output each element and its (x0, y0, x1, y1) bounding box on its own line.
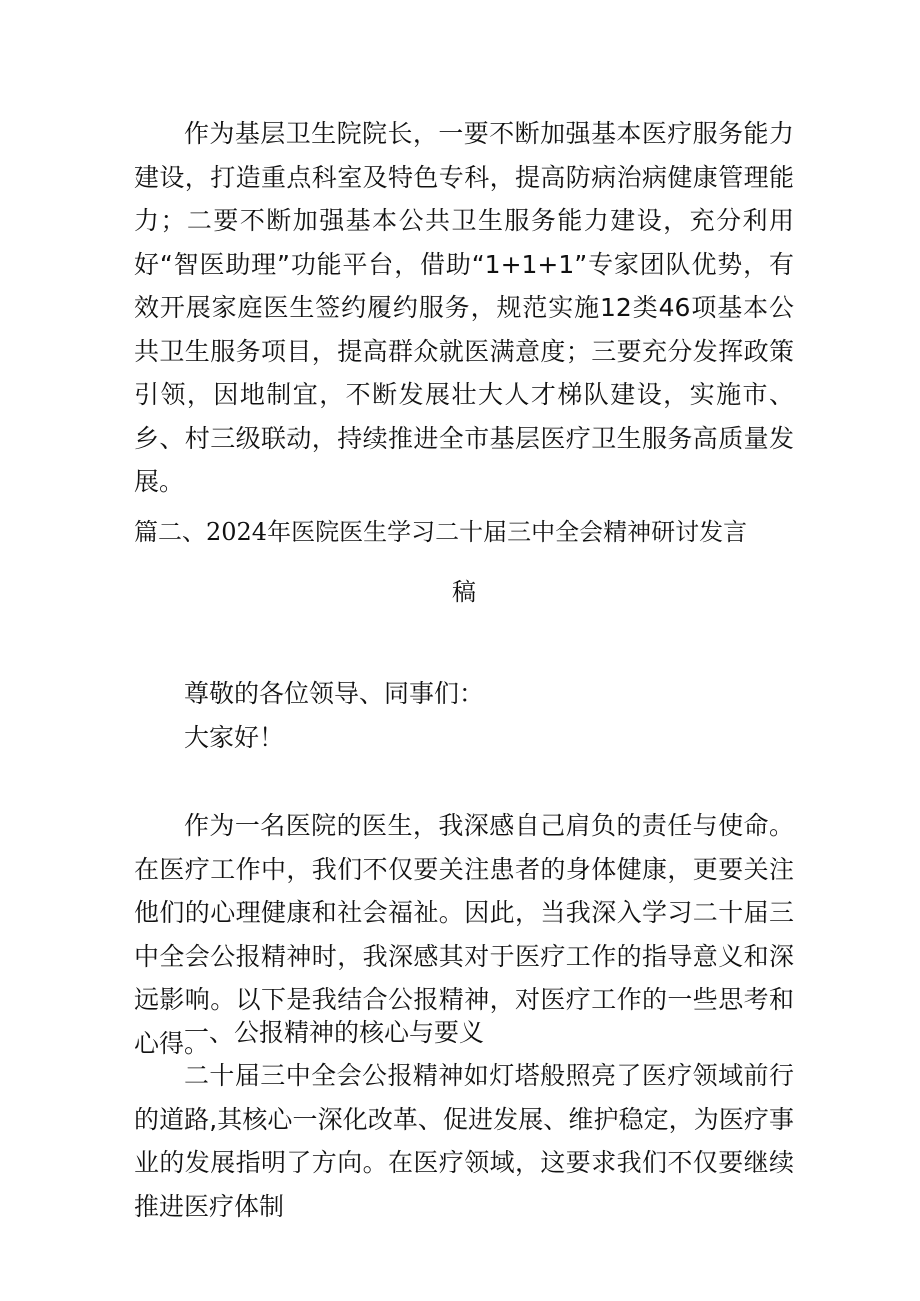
section-heading-continuation: 稿 (452, 578, 476, 606)
paragraph-communique-core: 二十届三中全会公报精神如灯塔般照亮了医疗领域前行的道路,其核心一深化改革、促进发展、维护稳定，为医疗事业的发展指明了方向。在医疗领域，这要求我们不仅要继续推进医疗体制 (134, 1061, 794, 1221)
section-heading: 篇二、2024年医院医生学习二十届三中全会精神研讨发言 (134, 518, 748, 546)
greeting: 大家好！ (184, 723, 285, 752)
salutation: 尊敬的各位领导、同事们： (184, 679, 485, 708)
paragraph-health-center-director: 作为基层卫生院院长，一要不断加强基本医疗服务能力建设，打造重点科室及特色专科，提高防病治病健康管理能力；二要不断加强基本公共卫生服务能力建设，充分利用好“智医助理”功能平台，借助“1+1+1”专家团队优势，有效开展家庭医生签约履约服务，规范实施12类46项基本公共卫生服务项目，提高群众就医满意度；三要充分发挥政策引领，因地制宜，不断发展壮大人才梯队建设，实施市、乡、村三级联动，持续推进全市基层医疗卫生服务高质量发展。 (134, 119, 794, 496)
paragraph-doctor-responsibility: 作为一名医院的医生，我深感自己肩负的责任与使命。在医疗工作中，我们不仅要关注患者的身体健康，更要关注他们的心理健康和社会福祉。因此，当我深入学习二十届三中全会公报精神时，我深感其对于医疗工作的指导意义和深远影响。以下是我结合公报精神，对医疗工作的一些思考和心得。 (134, 811, 794, 1058)
subsection-heading: 一、公报精神的核心与要义 (184, 1018, 485, 1047)
